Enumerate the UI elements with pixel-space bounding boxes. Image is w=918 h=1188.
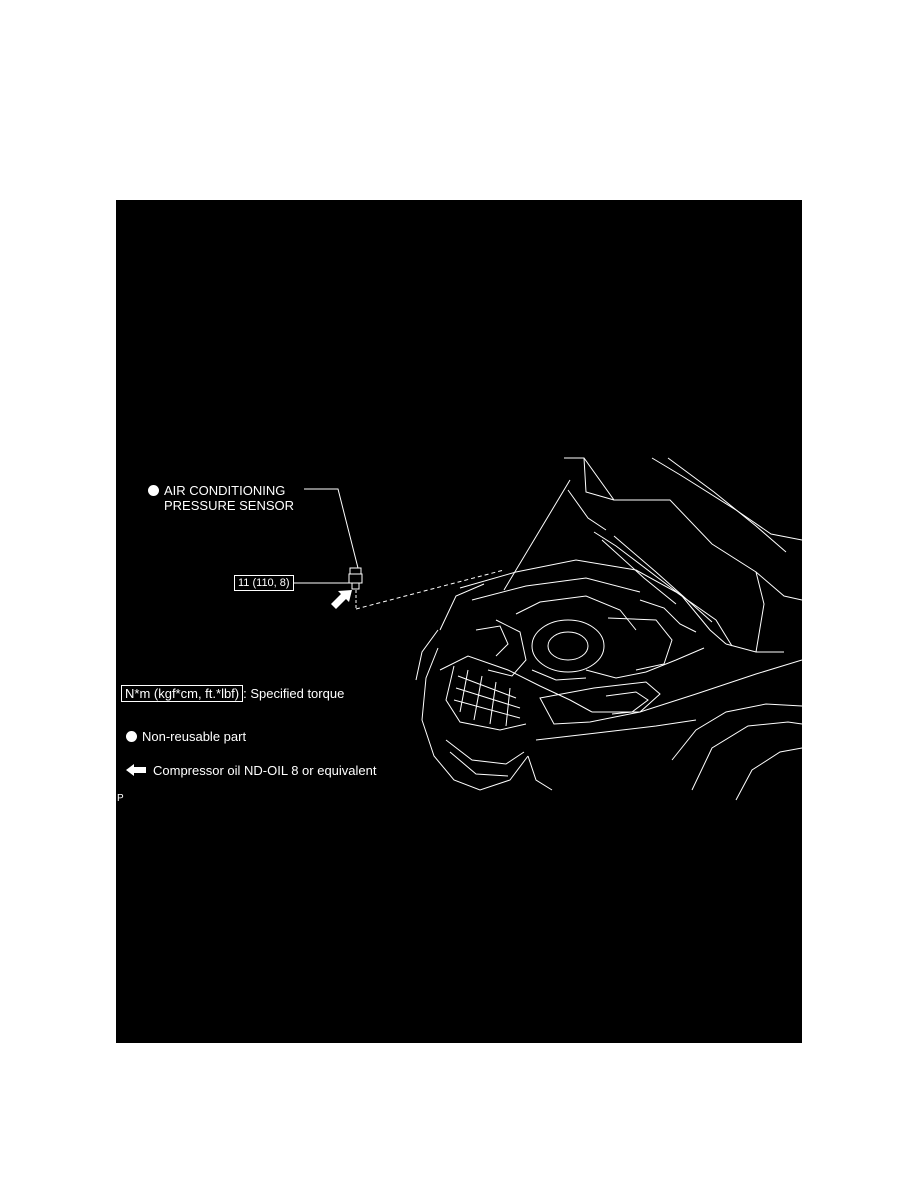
pressure-sensor-part <box>349 568 362 589</box>
torque-value-box: 11 (110, 8) <box>234 575 294 591</box>
legend-torque-text: : Specified torque <box>243 686 345 701</box>
non-reusable-dot-icon <box>148 485 159 496</box>
part-label-line1: AIR CONDITIONING <box>164 483 286 498</box>
car-engine-bay-illustration <box>116 200 802 1043</box>
legend-non-reusable-text: Non-reusable part <box>142 729 247 744</box>
oil-application-arrow-icon <box>331 590 352 609</box>
part-leader-line <box>304 489 358 568</box>
legend-torque <box>121 686 344 701</box>
non-reusable-dot-icon <box>126 731 137 742</box>
legend-oil-text: Compressor oil ND-OIL 8 or equivalent <box>153 763 377 778</box>
part-label-line2: PRESSURE SENSOR <box>164 498 295 513</box>
part-label <box>148 483 285 498</box>
legend-non-reusable <box>126 729 246 744</box>
legend-oil <box>126 763 377 778</box>
corner-mark: P <box>117 793 124 804</box>
location-dashed-line <box>356 570 504 609</box>
oil-arrow-icon <box>126 764 148 776</box>
diagram-panel <box>116 200 802 1043</box>
legend-torque-unit: N*m (kgf*cm, ft.*lbf) <box>121 685 243 702</box>
